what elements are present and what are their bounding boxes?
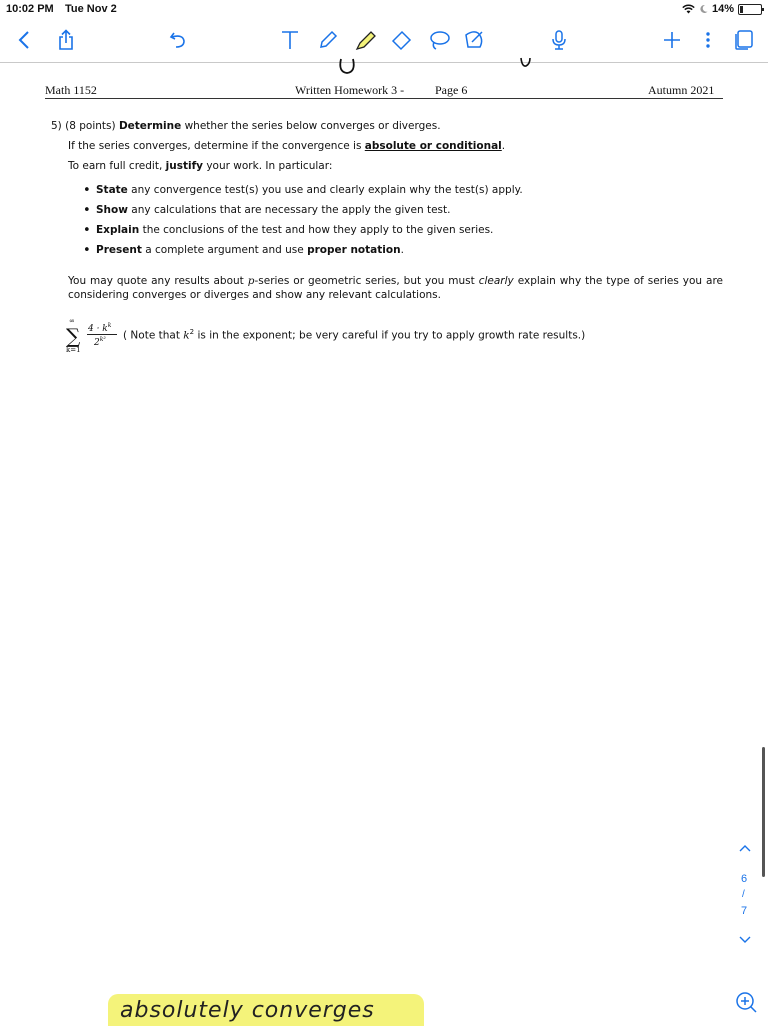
bullet-bold2: proper notation (307, 244, 401, 256)
more-options-button[interactable] (694, 26, 722, 54)
battery-icon (738, 4, 762, 15)
plus-icon (662, 30, 682, 50)
highlighter-tool-button[interactable] (352, 26, 380, 54)
document-page (0, 64, 768, 1024)
denominator-exponent: k² (99, 336, 106, 343)
problem-line1: whether the series below converges or diverges. (184, 120, 441, 132)
status-date: Tue Nov 2 (65, 3, 117, 15)
para-rest: explain why the type of series you are considering converges or diverges and show any relevant calculations. (68, 275, 724, 301)
problem-heading (51, 120, 441, 132)
numerator-exponent: k (107, 322, 112, 329)
pen-icon (317, 29, 339, 51)
handwritten-answer (108, 994, 424, 1026)
course-name: Math 1152 (45, 83, 97, 97)
chevron-down-icon[interactable] (739, 936, 751, 944)
line2-emphasis: absolute or conditional (364, 140, 502, 152)
line2-text: If the series converges, determine if the convergence is (68, 140, 362, 152)
bullet-text: any convergence test(s) you use and clearly explain why the test(s) apply. (131, 184, 523, 196)
instructions-paragraph (68, 274, 723, 302)
page-separator: / (742, 889, 745, 900)
bullet-bold: State (96, 184, 128, 196)
formula-note (123, 328, 585, 342)
denominator-base: 2 (94, 338, 100, 348)
list-item (83, 204, 523, 224)
para-p: p (247, 275, 255, 287)
line3-emphasis: justify (165, 160, 203, 172)
toolbar (0, 20, 768, 60)
shapes-tool-button[interactable] (461, 26, 489, 54)
note-exponent: 2 (189, 328, 195, 336)
lasso-tool-button[interactable] (425, 26, 453, 54)
highlighter-icon (354, 29, 378, 51)
chevron-left-icon (17, 30, 31, 50)
line3-rest: your work. In particular: (206, 160, 333, 172)
toolbar-divider (0, 62, 768, 63)
undo-icon (168, 30, 188, 50)
problem-line2 (68, 140, 505, 152)
shapes-icon (463, 29, 487, 51)
undo-button[interactable] (164, 26, 192, 54)
share-icon (56, 29, 76, 51)
share-button[interactable] (52, 26, 80, 54)
zoom-in-icon (734, 990, 758, 1014)
series-formula (66, 316, 626, 356)
lasso-icon (427, 29, 451, 51)
term-label: Autumn 2021 (648, 83, 715, 97)
total-pages: 7 (741, 905, 748, 917)
numerator-base: 4 · k (88, 324, 108, 334)
header-rule (45, 98, 723, 99)
page-label: Page 6 (435, 83, 468, 97)
problem-number: 5) (51, 120, 62, 132)
text-tool-icon (280, 29, 300, 51)
fraction-bar (87, 334, 117, 335)
para-text: You may quote any results about (68, 275, 244, 287)
sum-upper-limit: ∞ (69, 317, 75, 325)
para-emphasis: clearly (478, 275, 514, 287)
text-tool-button[interactable] (276, 26, 304, 54)
fraction-denominator (94, 336, 106, 348)
moon-icon (699, 4, 708, 14)
pages-icon (733, 29, 755, 51)
note-k: k (183, 329, 190, 342)
list-item (83, 184, 523, 204)
chevron-up-icon[interactable] (739, 844, 751, 852)
status-time: 10:02 PM (6, 3, 54, 15)
sigma-symbol: ∑ (66, 324, 81, 348)
line3-text: To earn full credit, (68, 160, 163, 172)
line2-end: . (501, 140, 506, 152)
list-item (83, 224, 523, 244)
zoom-button[interactable] (734, 990, 758, 1014)
bullet-bold: Explain (96, 224, 140, 236)
note-rest: is in the exponent; be very careful if you try to apply growth rate results.) (197, 329, 586, 342)
list-item (83, 244, 523, 264)
microphone-icon (550, 29, 568, 51)
bullet-bold: Show (96, 204, 128, 216)
eraser-icon (390, 29, 414, 51)
pen-tool-button[interactable] (314, 26, 342, 54)
sum-lower-limit: k=1 (66, 346, 81, 354)
current-page-number: 6 (741, 873, 748, 885)
page-navigator (734, 840, 756, 952)
problem-verb: Determine (118, 120, 182, 132)
problem-line3 (68, 160, 332, 172)
scrollbar[interactable] (762, 747, 765, 877)
pages-button[interactable] (730, 26, 758, 54)
status-bar (0, 0, 768, 20)
wifi-icon (682, 4, 695, 14)
bullet-end: . (400, 244, 404, 256)
bullet-bold: Present (96, 244, 142, 256)
bullet-text: the conclusions of the test and how they apply to the given series. (142, 224, 494, 236)
problem-points: (8 points) (65, 120, 116, 132)
bullet-text: any calculations that are necessary the apply the given test. (131, 204, 451, 216)
fraction-numerator (88, 322, 111, 334)
para-mid: -series or geometric series, but you must (254, 275, 475, 287)
assignment-title: Written Homework 3 - (295, 83, 405, 97)
battery-percent: 14% (711, 3, 734, 15)
note-text: ( Note that (123, 329, 180, 342)
status-right (682, 3, 762, 15)
bullet-text: a complete argument and use (145, 244, 304, 256)
back-button[interactable] (10, 26, 38, 54)
more-vertical-icon (705, 30, 711, 50)
eraser-tool-button[interactable] (388, 26, 416, 54)
add-page-button[interactable] (658, 26, 686, 54)
handwritten-text: absolutely converges (120, 998, 375, 1023)
microphone-button[interactable] (545, 26, 573, 54)
requirements-list (83, 184, 523, 264)
